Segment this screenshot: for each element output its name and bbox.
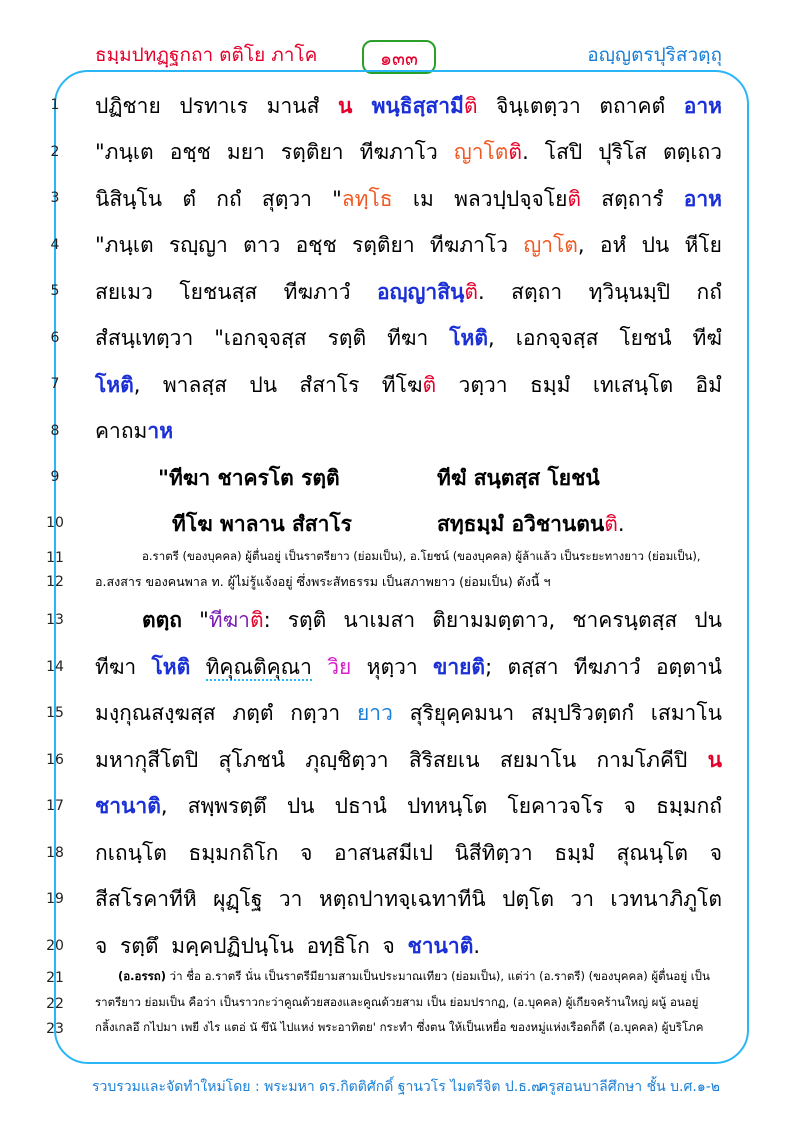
text-segment: ติ xyxy=(508,140,523,164)
text-segment: ชานาติ xyxy=(95,794,161,818)
text-segment: ญาโต xyxy=(523,233,578,257)
text-line-2 xyxy=(95,136,722,169)
text-segment: ติ xyxy=(464,280,479,304)
line-number: 7 xyxy=(50,376,60,392)
text-segment: สุริยุคฺคมนา สมฺปริวตฺตกํ เสมาโน xyxy=(392,701,722,725)
text-segment: กเถนฺโต ธมฺมกถิโก จ อาสนสมีเป นิสีทิตฺวา ธมฺมํ สุณนฺโต จ xyxy=(95,841,722,865)
text-segment: , เอกจฺจสฺส โยชนํ ทีฆํ xyxy=(488,326,722,350)
line-number: 3 xyxy=(50,190,60,206)
text-line-17 xyxy=(95,790,722,823)
line-number: 2 xyxy=(50,144,60,160)
text-segment: ปฏิชาย ปรทาเร มานสํ xyxy=(95,94,338,118)
text-segment: นิสินฺโน ตํ กถํ สุตฺวา " xyxy=(95,187,342,211)
line-number: 23 xyxy=(46,1021,64,1037)
text-line-18 xyxy=(95,837,722,870)
text-segment: ยาว xyxy=(356,701,393,725)
text-line-7 xyxy=(95,369,722,402)
text-segment: ลทฺโธ xyxy=(341,187,393,211)
text-segment: . โสปิ ปุริโส ตตฺเถว xyxy=(522,140,722,164)
line-number: 18 xyxy=(46,845,64,861)
verse-line-9a: "ทีฆา ชาครโต รตฺติ xyxy=(158,466,340,490)
line-number: 19 xyxy=(46,891,64,907)
text-segment: วิย xyxy=(327,655,352,679)
text-segment: อญฺญาสินฺ xyxy=(377,280,465,304)
text-segment: ชานาติ xyxy=(407,934,474,958)
text-segment: สตฺถารํ xyxy=(581,187,684,211)
text-segment: ติ xyxy=(604,512,618,536)
text-segment: ติ xyxy=(249,608,264,632)
text-segment: ทิคุณติคุณา xyxy=(205,655,312,679)
text-segment: หุตฺวา xyxy=(351,655,433,679)
header-story-title: อญฺญตรปุริสวตฺถุ xyxy=(587,44,722,66)
text-segment: ตตฺถ xyxy=(142,608,182,632)
translation-line-12: อ.สงสาร ของคนพาล ท. ผู้ไม่รู้แจ้งอยู่ ซึ่งพระสัทธรรม เป็นสภาพยาว (ย่อมเป็น) ดังนี้ ฯ xyxy=(95,574,551,589)
text-segment: ญาโต xyxy=(453,140,509,164)
text-line-14 xyxy=(95,651,722,684)
text-segment: . xyxy=(617,512,625,536)
text-segment: มหากุสีโตปิ สุโภชนํ ภุญฺชิตฺวา สิริสยเน สยมาโน กามโภคีปิ xyxy=(95,748,708,772)
text-segment: จินฺเตตฺวา ตถาคตํ xyxy=(477,94,684,118)
text-segment: โหติ xyxy=(449,326,489,350)
line-number: 11 xyxy=(46,550,64,566)
text-segment: น xyxy=(707,748,722,772)
line-number: 8 xyxy=(50,423,60,439)
line-number: 20 xyxy=(46,938,64,954)
text-segment: ทีฆา xyxy=(208,608,250,632)
line-number: 12 xyxy=(46,574,64,590)
text-segment: สยเมว โยชนสฺส ทีฆภาวํ xyxy=(95,280,377,304)
text-segment: (อ.อรรถ) xyxy=(118,969,167,983)
footer-teacher: ครูสอนบาลีศึกษา ชั้น บ.ศ.๑-๒ xyxy=(538,1079,720,1095)
text-segment: ขายติ xyxy=(432,655,486,679)
text-segment: . xyxy=(473,934,481,958)
text-segment xyxy=(312,655,327,679)
text-line-1 xyxy=(95,90,722,123)
text-line-13 xyxy=(142,604,722,637)
text-segment xyxy=(190,655,205,679)
text-segment: "ภนฺเต รญฺญา ตาว อชฺช รตฺติยา ทีฆภาโว xyxy=(95,233,524,257)
line-number: 13 xyxy=(46,612,64,628)
text-segment: อาห xyxy=(683,94,722,118)
text-segment: าห xyxy=(147,419,174,443)
text-segment: สีสโรคาทีหิ ผุฏฺโฐ วา หตฺถปาทจฺเฉทาทีนิ ปตฺโต วา เวทนาภิภูโต xyxy=(95,887,722,911)
text-segment: , พาลสฺส ปน สํสาโร ทีโฆ xyxy=(133,373,423,397)
text-segment: โหติ xyxy=(151,655,191,679)
text-segment: พนฺธิสฺสามี xyxy=(371,94,464,118)
text-segment: โหติ xyxy=(95,373,134,397)
line-number: 4 xyxy=(50,237,60,253)
text-segment: คาถม xyxy=(95,419,148,443)
footer-compiler: รวบรวมและจัดทำใหม่โดย : พระมหา ดร.กิตติศักดิ์ ฐานวโร ไมตรีจิต ป.ธ.๗ xyxy=(92,1079,542,1095)
text-line-4 xyxy=(95,229,722,262)
text-segment: " xyxy=(182,608,209,632)
verse-line-10b xyxy=(437,508,625,541)
line-number: 16 xyxy=(46,752,64,768)
translation-line-23: กลิ้งเกลอึ กไปมา เพยี งไร แตอ่ นั ขึนั ไปแหง่ พระอาทิตย' กระทำ ซึ่งตน ให้เป็นเหยื่อ ของหมู่แห่งเรือดก็ดี (อ.บุคคล) ผู้บริโภค xyxy=(95,1020,704,1034)
text-line-3 xyxy=(95,183,722,216)
text-line-20 xyxy=(95,930,722,963)
verse-line-9b: ทีฆํ สนฺตสฺส โยชนํ xyxy=(437,466,600,490)
line-number: 17 xyxy=(46,798,64,814)
line-number: 1 xyxy=(50,97,60,113)
text-line-8 xyxy=(95,415,722,448)
line-number: 21 xyxy=(46,970,64,986)
text-segment: , สพฺพรตฺตึ ปน ปธานํ ปทหนฺโต โยคาวจโร จ ธมฺมกถํ xyxy=(160,794,722,818)
text-segment: "ภนฺเต อชฺช มยา รตฺติยา ทีฆภาโว xyxy=(95,140,454,164)
line-number: 9 xyxy=(50,469,60,485)
line-number: 5 xyxy=(50,283,60,299)
text-segment: อาห xyxy=(683,187,722,211)
line-number: 6 xyxy=(50,330,60,346)
text-segment: จ รตฺตึ มคฺคปฏิปนฺโน อทฺธิโก จ xyxy=(95,934,408,958)
text-segment: ว่า ชื่อ อ.ราตรี นั่น เป็นราตรีมียามสามเป็นประมาณเทียว (ย่อมเป็น), แต่ว่า (อ.ราตรี) (ของบุคคล) ผู้ตื่นอยู่ เป็น xyxy=(166,969,710,983)
text-line-16 xyxy=(95,744,722,777)
translation-line-22: ราตรียาว ย่อมเป็น คือว่า เป็นราวกะว่าคูณด้วยสองและคูณด้วยสาม เป็น ย่อมปรากฏ, (อ.บุคคล) ผู้เกียจคร้านใหญ่ ผนู้ อนอยู่ xyxy=(95,995,699,1009)
text-segment: ติ xyxy=(567,187,582,211)
text-line-15 xyxy=(95,697,722,730)
line-number: 22 xyxy=(46,996,64,1012)
line-number: 14 xyxy=(46,659,64,675)
header-book-title: ธมฺมปทฏฺฐกถา ตติโย ภาโค xyxy=(95,44,318,66)
translation-line-11: อ.ราตรี (ของบุคคล) ผู้ตื่นอยู่ เป็นราตรียาว (ย่อมเป็น), อ.โยชน์ (ของบุคคล) ผู้ล้าแล้ว เป็นระยะทางยาว (ย่อมเป็น), xyxy=(142,549,701,563)
text-segment: , อหํ ปน หีโย xyxy=(577,233,722,257)
page-number: ๑๓๓ xyxy=(362,40,436,74)
text-segment: ติ xyxy=(463,94,478,118)
translation-line-21 xyxy=(118,968,722,986)
text-segment: มงฺกุณสงฺฆสฺส ภตฺตํ กตฺวา xyxy=(95,701,357,725)
text-line-6 xyxy=(95,322,722,355)
text-segment: สํสนฺเทตฺวา "เอกจฺจสฺส รตฺติ ทีฆา xyxy=(95,326,450,350)
text-line-19 xyxy=(95,883,722,916)
text-segment: สทฺธมฺมํ อวิชานตน xyxy=(437,512,605,536)
text-segment: น xyxy=(338,94,372,118)
text-segment: ติ xyxy=(422,373,437,397)
text-segment: ทีฆา xyxy=(95,655,152,679)
line-number: 15 xyxy=(46,705,64,721)
text-segment: วตฺวา ธมฺมํ เทเสนฺโต อิมํ xyxy=(436,373,722,397)
line-number: 10 xyxy=(46,515,64,531)
text-segment: เม พลวปฺปจฺจโย xyxy=(392,187,568,211)
text-segment: . สตฺถา ทฺวินฺนมฺปิ กถํ xyxy=(478,280,722,304)
text-line-5 xyxy=(95,276,722,309)
text-segment: : รตฺติ นาเมสา ติยามมตฺตาว, ชาครนฺตสฺส ปน xyxy=(263,608,722,632)
text-segment: ; ตสฺสา ทีฆภาวํ อตฺตานํ xyxy=(485,655,722,679)
verse-line-10a: ทีโฆ พาลาน สํสาโร xyxy=(172,512,352,536)
